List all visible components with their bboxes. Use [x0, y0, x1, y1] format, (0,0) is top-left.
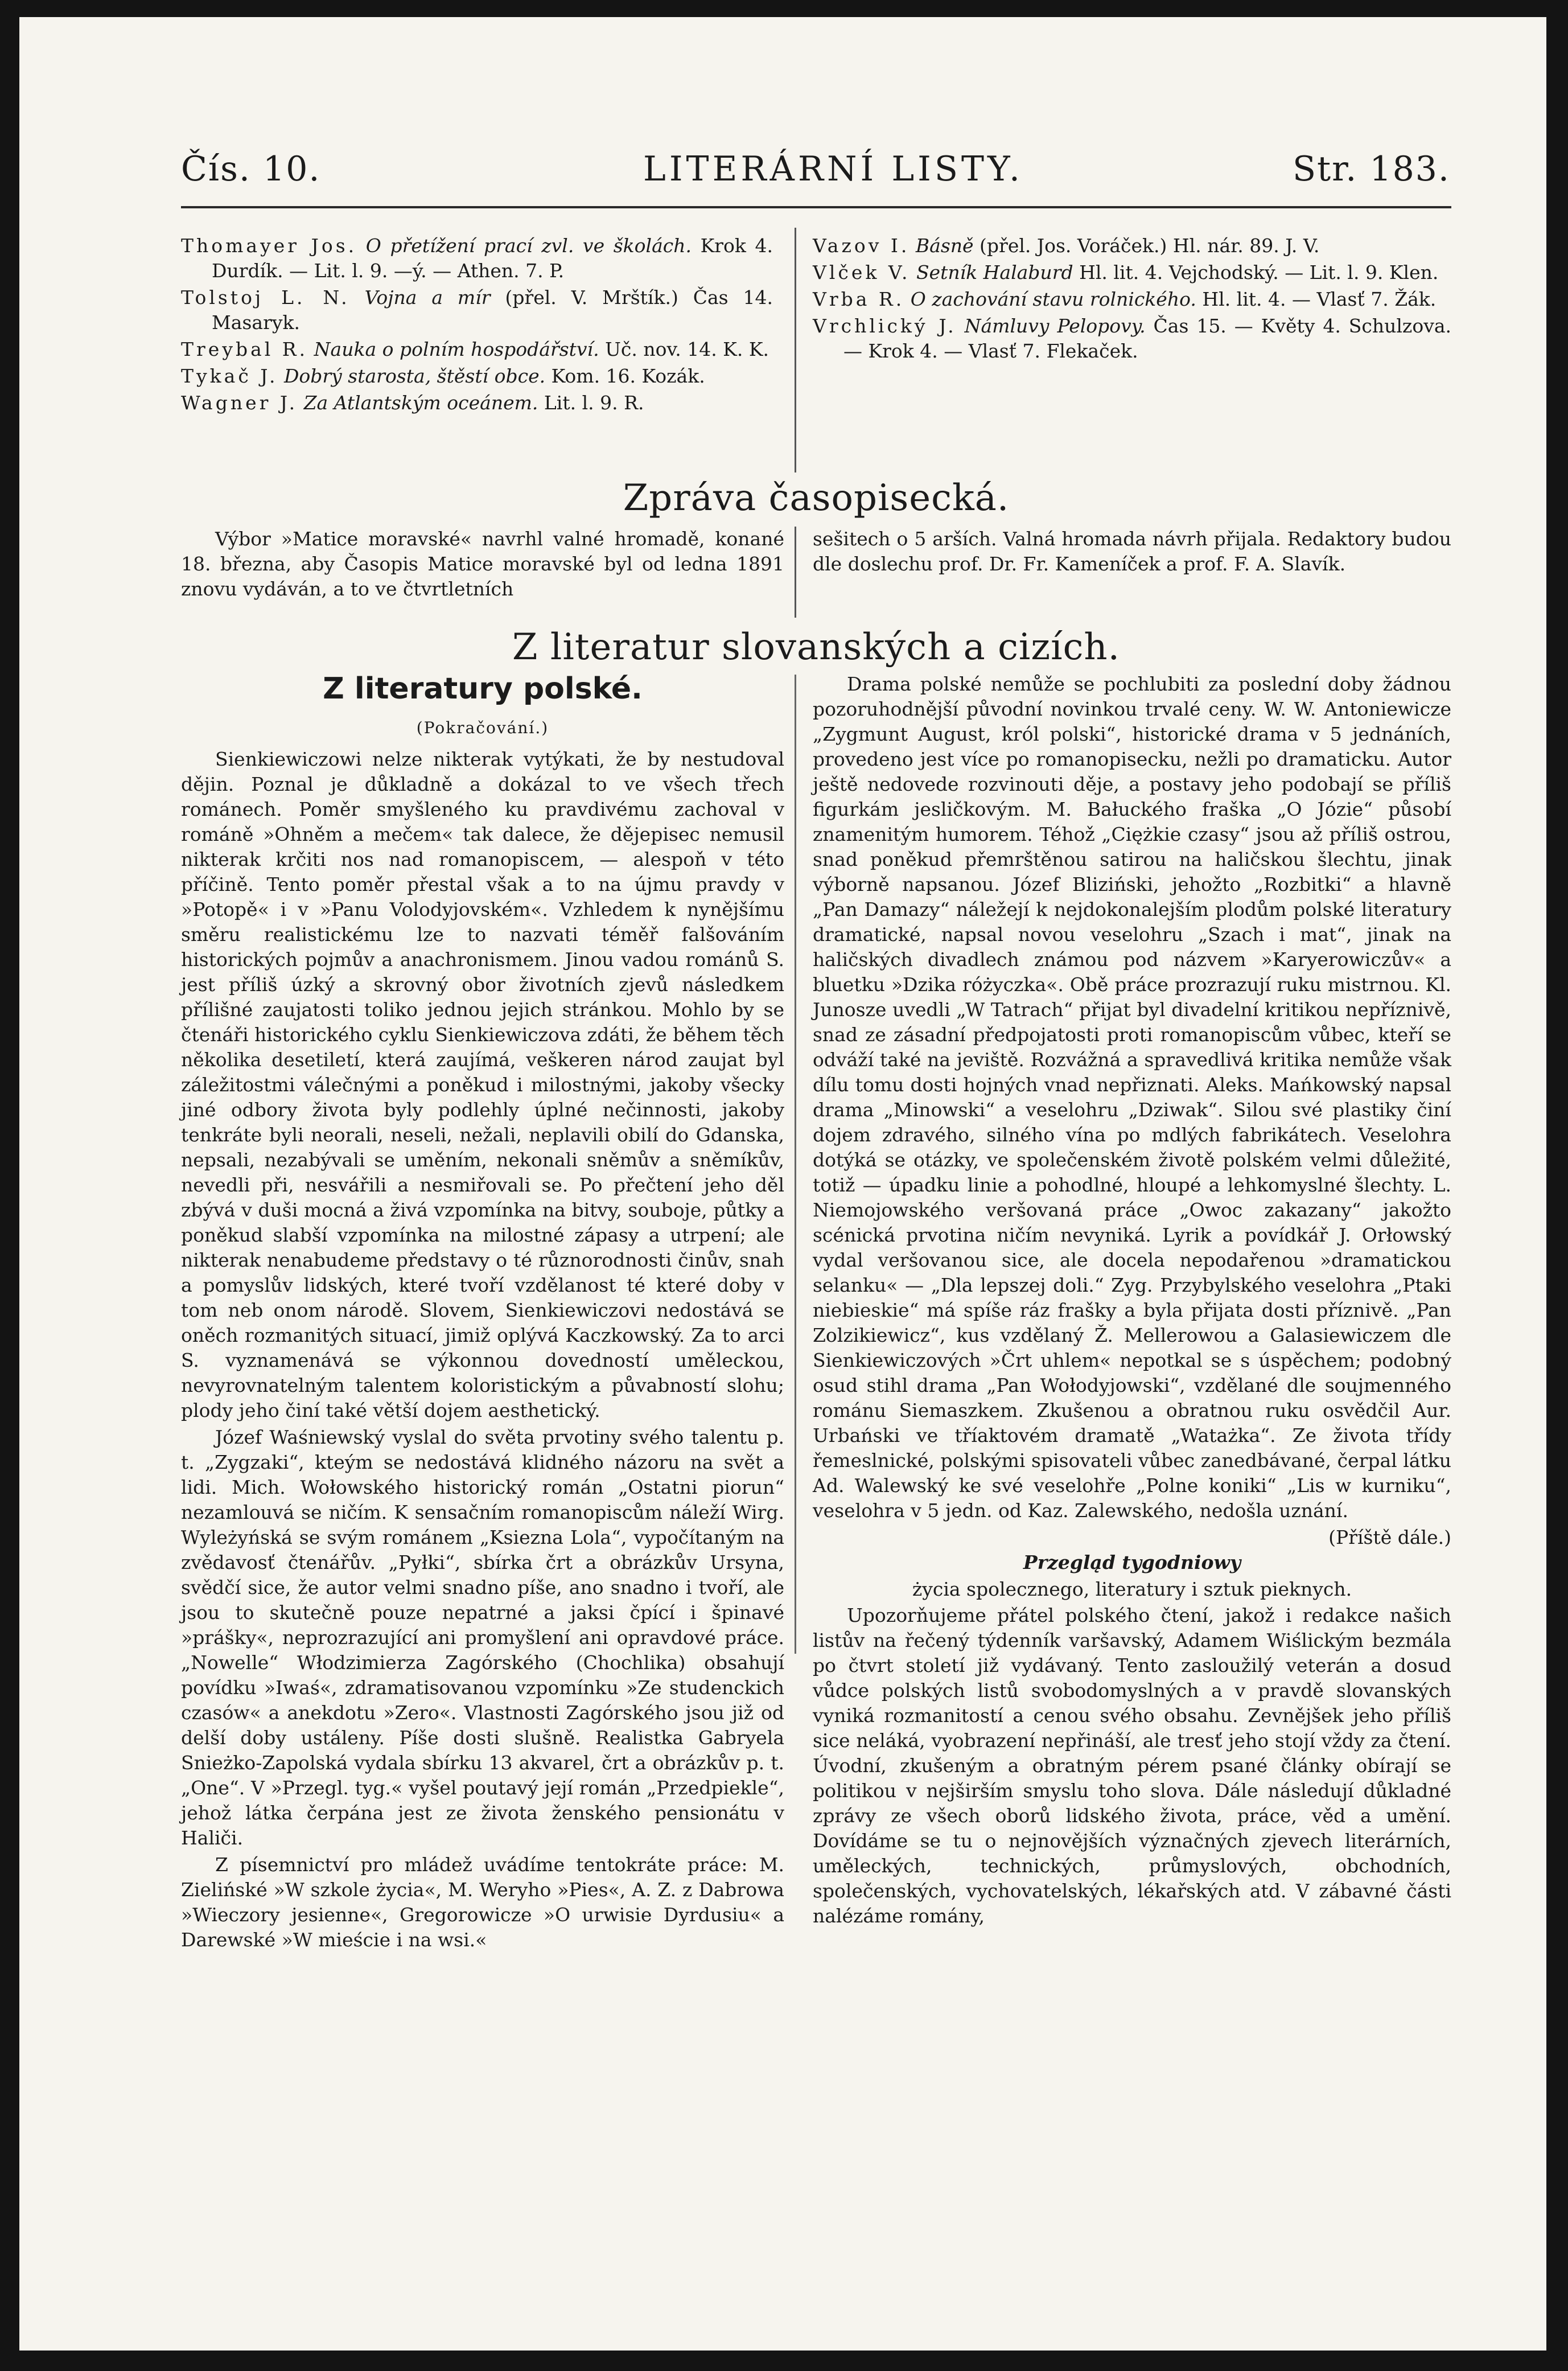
- page-header: [181, 149, 1450, 202]
- continued-note: (Pokračování.): [416, 718, 549, 737]
- journal-title: LITERÁRNÍ LISTY.: [643, 149, 1023, 189]
- page-number: Str. 183.: [1292, 149, 1450, 189]
- paragraph: Výbor »Matice moravské« navrhl valné hromadě, konané 18. března, aby Časopis Matice moravské byl od ledna 1891 znovu vydáván, a to ve čtvrtletních: [181, 528, 784, 600]
- column-divider: [795, 675, 796, 1654]
- section-heading-zprava: Zpráva časopisecká.: [623, 477, 1010, 519]
- bib-entry: Vrchlický J. Námluvy Pelopovy. Čas 15. — Květy 4. Schulzova. — Krok 4. — Vlasť 7. Flekaček.: [813, 315, 1451, 362]
- header-rule: [181, 206, 1451, 208]
- issue-number: Čís. 10.: [181, 149, 321, 189]
- paragraph: Z písemnictví pro mládež uvádíme tentokráte práce: M. Zielińské »W szkole życia«, M. Weryho »Pies«, A. Z. z Dabrowa »Wieczory jesienne«, Gregorowicze »O urwisie Dyrdusiu« a Darewské »W mieście i na wsi.«: [181, 1854, 784, 1951]
- bib-entry: Vazov I. Básně (přel. Jos. Voráček.) Hl. nár. 89. J. V.: [813, 235, 1320, 257]
- column-divider: [795, 527, 796, 618]
- paragraph: Drama polské nemůže se pochlubiti za poslední doby žádnou pozoruhodnější původní novinkou trvalé ceny. W. W. Antoniewicze „Zygmunt August, król polski“, historické drama v 5 jednáních, provedeno jest více po romanopisecku, nežli po dramaticku. Autor ještě nedovede rozvinouti děje, a postavy jeho podobají se příliš figurkám jesličkovým. M. Bałuckého fraška „O Józie“ působí znamenitým humorem. Téhož „Ciężkie czasy“ jsou až příliš ostrou, snad poněkud přemrštěnou satirou na haličskou šlechtu, jinak výborně napsanou. Józef Bliziński, jehožto „Rozbitki“ a hlavně „Pan Damazy“ náležejí k nejdokonalejším plodům polské literatury dramatické, napsal novou veselohru „Szach i mat“, jinak na haličských divadlech známou pod názvem »Karyerowiczův« a bluetku »Dzika różyczka«. Obě práce prozrazují ruku mistrnou. Kl. Junosze uvedli „W Tatrach“ přijat byl divadelní kritikou nepříznivě, snad ze zásadní předpojatosti proti romanopiscům vůbec, kteří se odváží také na jeviště. Rozvážná a spravedlivá kritika nemůže však dílu tomu dosti hojných vnad nepřiznati. Aleks. Mańkowský napsal drama „Minowski“ a veselohru „Dziwak“. Silou své plastiky činí dojem zdravého, silného vína po mdlých fabrikátech. Veselohra dotýká se otázky, ve společenském životě polském velmi důležité, totiž — úpadku linie a pohodlné, hloupé a lehkomyslné šlechty. L. Niemojowského veršovaná práce „Owoc zakazany“ jakožto scénická prvotina ničím nevyniká. Lyrik a povídkář J. Orłowský vydal veršovanou sice, ale docela nepodařenou »dramatickou selanku« — „Dla lepszej doli.“ Zyg. Przybylského veselohra „Ptaki niebieskie“ má spíše ráz frašky a byla přijata dosti příznivě. „Pan Zolzikiewicz“, kus vzdělaný Ž. Mellerowou a Galasiewiczem dle Sienkiewiczových »Črt uhlem« nepotkal se s úspěchem; podobný osud stihl drama „Pan Wołodyjowski“, vzdělané dle soujmenného románu Siemaszkem. Zkušenou a obratnou ruku osvědčil Aur. Urbański ve tříaktovém dramatě „Watażka“. Ze života třídy řemeslnické, polskými spisovateli vůbec zanedbávané, čerpal látku Ad. Walewský ke své veselohře „Polne koniki“ „Lis w kurniku“, veselohra v 5 jedn. od Kaz. Zalewského, nedošla uznání.: [813, 673, 1451, 1522]
- bib-entry: Vlček V. Setník Halaburd Hl. lit. 4. Vejchodský. — Lit. l. 9. Klen.: [813, 261, 1439, 283]
- zprava-right-text: [813, 527, 1451, 578]
- zprava-left-text: [181, 527, 784, 603]
- left-main-column: [181, 747, 784, 1954]
- to-be-continued: (Příště dále.): [1328, 1526, 1451, 1548]
- bibliography-left: [181, 233, 773, 417]
- paragraph: sešitech o 5 arších. Valná hromada návrh přijala. Redaktory budou dle doslechu prof. Dr. Fr. Kameníček a prof. F. A. Slavík.: [813, 528, 1451, 575]
- bib-entry: Tolstoj L. N. Vojna a mír (přel. V. Mrštík.) Čas 14. Masaryk.: [181, 286, 773, 334]
- przeglad-subtitle: życia spolecznego, literatury i sztuk pieknych.: [912, 1578, 1352, 1600]
- subsection-heading-polske: Z literatury polské.: [323, 672, 643, 706]
- przeglad-title: Przegląd tygodniowy: [1023, 1551, 1241, 1573]
- right-main-column: [813, 672, 1451, 1930]
- column-divider: [795, 228, 796, 472]
- paragraph: Sienkiewiczowi nelze nikterak vytýkati, že by nestudoval dějin. Poznal je důkladně a dokázal to ve všech třech románech. Poměr smyšleného ku pravdivému zachoval v románě »Ohněm a mečem« tak dalece, že dějepisec nemusil nikterak krčiti nos nad romanopiscem, — alespoň v této příčině. Tento poměr přestal však a to na újmu pravdy v »Potopě« i v »Panu Volodyjovském«. Vzhledem k nynějšímu směru realistickému lze to nazvati téměř falšováním historických pojmův a anachronismem. Jinou vadou románů S. jest příliš úzký a skrovný obor životních zjevů následkem přílišné zaujatosti toliko jednou jejich stránkou. Mohlo by se čtenáři historického cyklu Sienkiewiczova zdáti, že během těch několika desetiletí, která zaujímá, veškeren národ zaujat byl záležitostmi válečnými a poněkud i milostnými, jakoby všecky jiné odbory života byly podlehly úplné nečinnosti, jakoby tenkráte byli neorali, neseli, nežali, neplavili obilí do Gdanska, nepsali, nezabývali se uměním, nekonali sněmův a sněmíkův, nevedli při, nesvářili a nesmiřovali se. Po přečtení jeho děl zbývá v duši mocná a živá vzpomínka na bitvy, souboje, půtky a poněkud slabší vzpomínka na milostné zápasy a utrpení; ale nikterak nenabudeme představy o té různorodnosti činův, snah a pomyslův lidských, které tvoří vzdělanost té které doby v tom neb onom národě. Slovem, Sienkiewiczovi nedostává se oněch rozmanitých situací, jimiž oplývá Kaczkowský. Za to arci S. vyznamenává se výkonnou dovedností uměleckou, nevyrovnatelným talentem koloristickým a půvabností slohu; plody jeho činí také větší dojem aesthetický.: [181, 748, 784, 1421]
- bibliography-right: [813, 233, 1451, 365]
- section-heading-literatur: Z literatur slovanských a cizích.: [512, 626, 1120, 668]
- bib-entry: Thomayer Jos. O přetížení prací zvl. ve školách. Krok 4. Durdík. — Lit. l. 9. —ý. — Athen. 7. P.: [181, 235, 773, 282]
- paragraph: Upozorňujeme přátel polského čtení, jakož i redakce našich listův na řečený týdenník varšavský, Adamem Wiślickým bezmála po čtvrt století již vydávaný. Tento zasloužilý veterán a dosud vůdce polských listů svobodomyslných a v pravdě slovanských vyniká rozmanitostí a cenou svého obsahu. Zevnějšek jeho příliš sice neláká, vyobrazení nepřináší, ale tresť jeho stojí vždy za čtení. Úvodní, zkušeným a obratným pérem psané články obírají se politikou v nejširším smyslu toho slova. Dále následují důkladné zprávy ze všech oborů lidského života, práce, věd a umění. Dovídáme se tu o nejnovějších význačných zjevech literárních, uměleckých, technických, průmyslových, obchodních, společenských, vychovatelských, lékařských atd. V zábavné části nalézáme romány,: [813, 1604, 1451, 1927]
- paragraph: Józef Waśniewský vyslal do světa prvotiny svého talentu p. t. „Zygzaki“, kteým se nedostává klidného názoru na svět a lidi. Mich. Wołowského historický román „Ostatni piorun“ nezamlouvá se ničím. K sensačním romanopiscům náleží Wirg. Wyleżyńská se svým románem „Ksiezna Lola“, vypočítaným na zvědavosť čtenářův. „Pyłki“, sbírka črt a obrázkův Ursyna, svědčí sice, že autor velmi snadno píše, ano snadno i tvoří, ale jsou to skutečně pouze nepatrné a jaksi čpící i špinavé »prášky«, neprozrazující ani promyšlení ani opravdové práce. „Nowelle“ Włodzimierza Zagórského (Chochlika) obsahují povídku »Iwaś«, zdramatisovanou vzpomínku »Ze studenckich czasów« a anekdotu »Zero«. Vlastnosti Zagórského jsou již od delší doby ustáleny. Píše dosti slušně. Realistka Gabryela Snieżko-Zapolská vydala sbírku 13 akvarel, črt a obrázkův p. t. „One“. V »Przegl. tyg.« vyšel poutavý její román „Przedpiekle“, jehož látka čerpána jest ze života ženského pensionátu v Haliči.: [181, 1426, 784, 1849]
- bib-entry: Vrba R. O zachování stavu rolnického. Hl. lit. 4. — Vlasť 7. Žák.: [813, 288, 1437, 310]
- bib-entry: Tykač J. Dobrý starosta, štěstí obce. Kom. 16. Kozák.: [181, 365, 705, 387]
- bib-entry: Wagner J. Za Atlantským oceánem. Lit. l. 9. R.: [181, 392, 644, 414]
- bib-entry: Treybal R. Nauka o polním hospodářství. Uč. nov. 14. K. K.: [181, 338, 769, 360]
